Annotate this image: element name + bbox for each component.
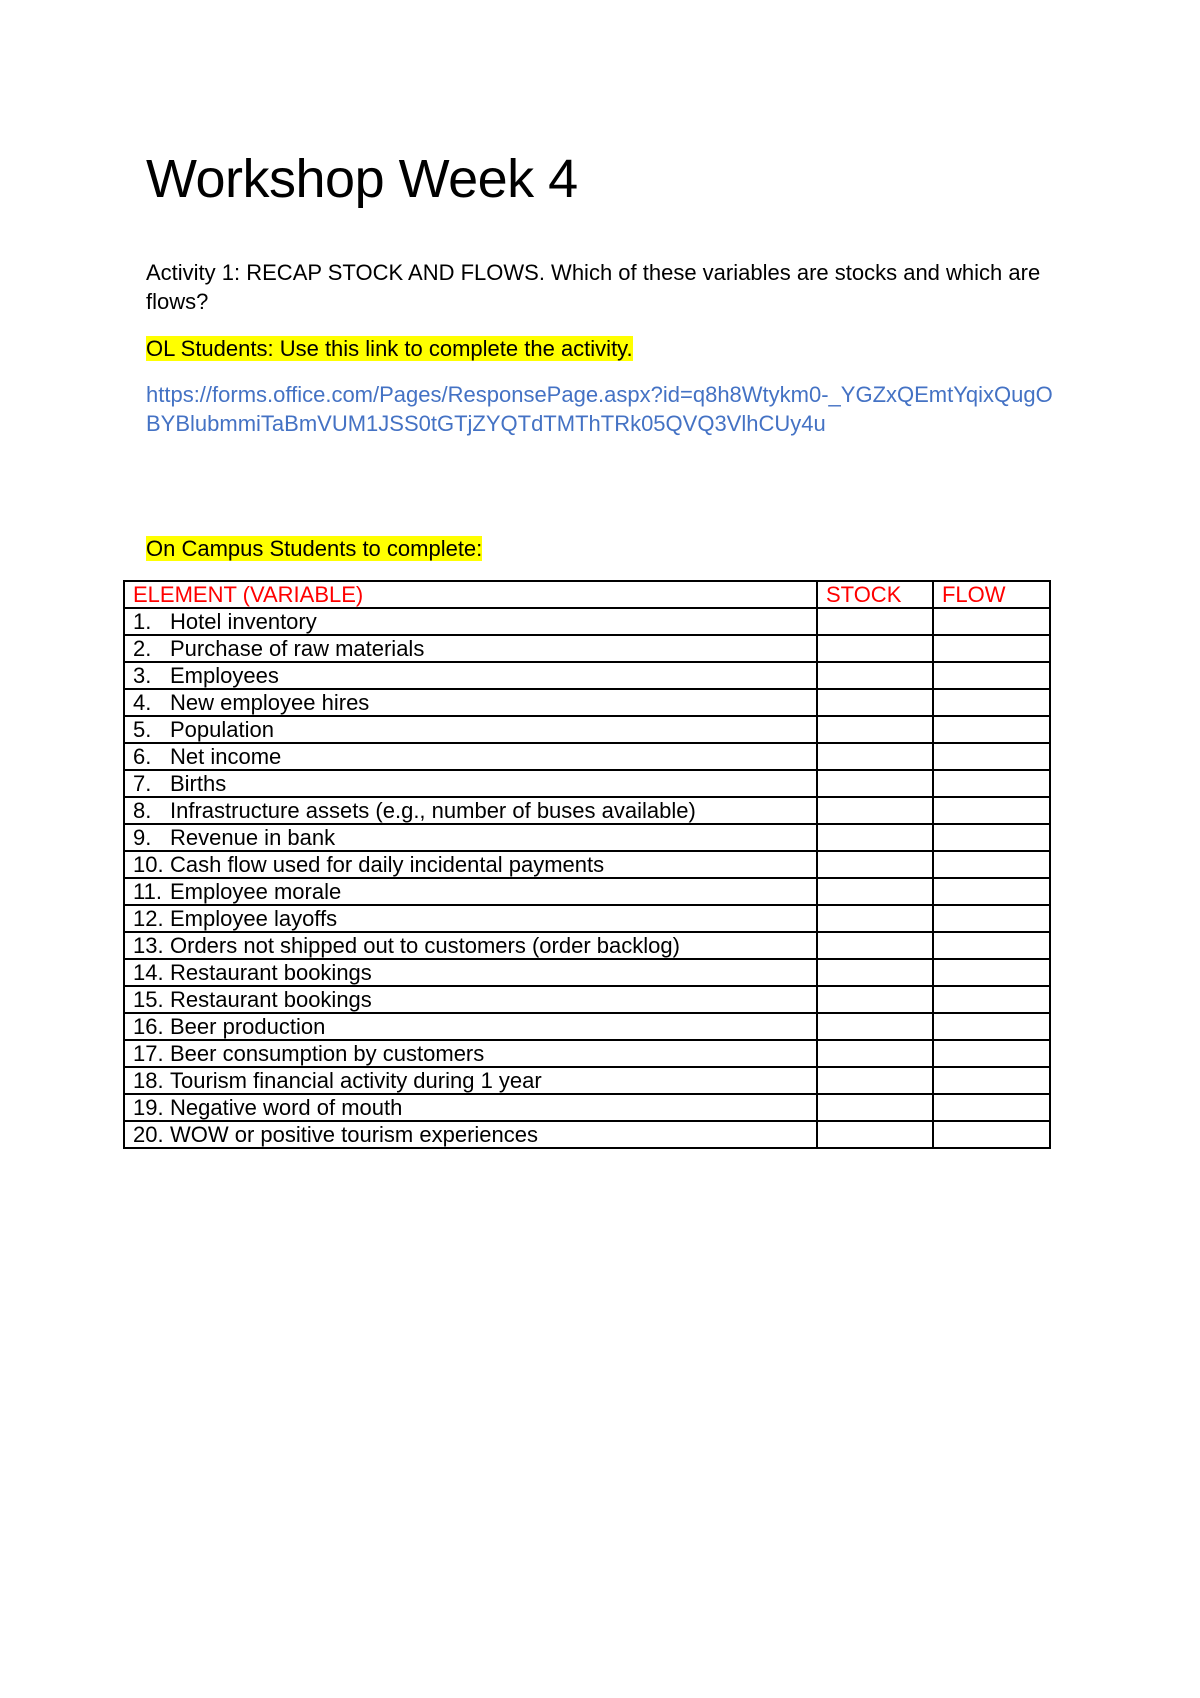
stock-cell[interactable] bbox=[817, 1094, 933, 1121]
stock-cell[interactable] bbox=[817, 986, 933, 1013]
table-row bbox=[124, 905, 1050, 932]
flow-cell[interactable] bbox=[933, 905, 1050, 932]
flow-cell[interactable] bbox=[933, 689, 1050, 716]
item-label: Hotel inventory bbox=[170, 608, 317, 634]
item-number: 6. bbox=[133, 743, 152, 769]
item-label: Population bbox=[170, 716, 274, 742]
stock-cell[interactable] bbox=[817, 662, 933, 689]
stock-cell[interactable] bbox=[817, 716, 933, 743]
item-number: 18. bbox=[133, 1067, 164, 1093]
element-cell bbox=[124, 1121, 817, 1148]
item-label: Tourism financial activity during 1 year bbox=[170, 1067, 542, 1093]
element-cell bbox=[124, 905, 817, 932]
flow-cell[interactable] bbox=[933, 1121, 1050, 1148]
flow-cell[interactable] bbox=[933, 797, 1050, 824]
table-row bbox=[124, 1094, 1050, 1121]
element-cell bbox=[124, 608, 817, 635]
stock-cell[interactable] bbox=[817, 689, 933, 716]
item-label: Beer consumption by customers bbox=[170, 1040, 485, 1066]
item-label: WOW or positive tourism experiences bbox=[170, 1121, 538, 1147]
item-label: Negative word of mouth bbox=[170, 1094, 403, 1120]
table-row bbox=[124, 689, 1050, 716]
ol-students-note bbox=[146, 335, 633, 363]
stock-cell[interactable] bbox=[817, 1121, 933, 1148]
flow-cell[interactable] bbox=[933, 932, 1050, 959]
table-row bbox=[124, 716, 1050, 743]
element-cell bbox=[124, 986, 817, 1013]
element-cell bbox=[124, 1094, 817, 1121]
item-number: 9. bbox=[133, 824, 152, 850]
element-cell bbox=[124, 878, 817, 905]
flow-cell[interactable] bbox=[933, 824, 1050, 851]
flow-cell[interactable] bbox=[933, 878, 1050, 905]
item-number: 1. bbox=[133, 608, 152, 634]
table-row bbox=[124, 1040, 1050, 1067]
element-cell bbox=[124, 824, 817, 851]
item-label: New employee hires bbox=[170, 689, 370, 715]
header-element: ELEMENT (VARIABLE) bbox=[124, 581, 817, 608]
stock-cell[interactable] bbox=[817, 635, 933, 662]
flow-cell[interactable] bbox=[933, 716, 1050, 743]
item-label: Births bbox=[170, 770, 227, 796]
element-cell bbox=[124, 716, 817, 743]
item-number: 14. bbox=[133, 959, 164, 985]
stock-cell[interactable] bbox=[817, 932, 933, 959]
item-number: 20. bbox=[133, 1121, 164, 1147]
item-number: 2. bbox=[133, 635, 152, 661]
stock-cell[interactable] bbox=[817, 1040, 933, 1067]
element-cell bbox=[124, 959, 817, 986]
item-number: 4. bbox=[133, 689, 152, 715]
table-header-row bbox=[124, 581, 1050, 608]
flow-cell[interactable] bbox=[933, 662, 1050, 689]
flow-cell[interactable] bbox=[933, 851, 1050, 878]
item-label: Infrastructure assets (e.g., number of buses available) bbox=[170, 797, 696, 823]
item-number: 10. bbox=[133, 851, 164, 877]
element-cell bbox=[124, 689, 817, 716]
table-row bbox=[124, 635, 1050, 662]
table-row bbox=[124, 824, 1050, 851]
table-row bbox=[124, 878, 1050, 905]
on-campus-note bbox=[146, 535, 482, 563]
flow-cell[interactable] bbox=[933, 608, 1050, 635]
element-cell bbox=[124, 851, 817, 878]
item-number: 7. bbox=[133, 770, 152, 796]
table-row bbox=[124, 1013, 1050, 1040]
item-number: 15. bbox=[133, 986, 164, 1012]
element-cell bbox=[124, 743, 817, 770]
item-number: 16. bbox=[133, 1013, 164, 1039]
table-row bbox=[124, 608, 1050, 635]
stock-cell[interactable] bbox=[817, 1013, 933, 1040]
response-form-link[interactable]: https://forms.office.com/Pages/ResponsePage.aspx?id=q8h8Wtykm0-_YGZxQEmtYqixQugOBYBlubmmiTaBmVUM1JSS0tGTjZYQTdTMThTRk05QVQ3VlhCUy4u bbox=[146, 382, 1053, 436]
item-number: 13. bbox=[133, 932, 164, 958]
flow-cell[interactable] bbox=[933, 1094, 1050, 1121]
item-label: Restaurant bookings bbox=[170, 959, 372, 985]
table-row bbox=[124, 932, 1050, 959]
item-label: Employees bbox=[170, 662, 279, 688]
on-campus-note-text: On Campus Students to complete: bbox=[146, 536, 483, 561]
header-stock: STOCK bbox=[817, 581, 933, 608]
table-body bbox=[124, 608, 1050, 1148]
stock-cell[interactable] bbox=[817, 770, 933, 797]
table-row bbox=[124, 662, 1050, 689]
element-cell bbox=[124, 932, 817, 959]
flow-cell[interactable] bbox=[933, 1013, 1050, 1040]
stock-cell[interactable] bbox=[817, 608, 933, 635]
table-row bbox=[124, 1067, 1050, 1094]
item-number: 3. bbox=[133, 662, 152, 688]
element-cell bbox=[124, 1013, 817, 1040]
item-number: 11. bbox=[133, 878, 162, 904]
item-label: Orders not shipped out to customers (order backlog) bbox=[170, 932, 680, 958]
flow-cell[interactable] bbox=[933, 635, 1050, 662]
flow-cell[interactable] bbox=[933, 1040, 1050, 1067]
stock-cell[interactable] bbox=[817, 797, 933, 824]
item-number: 5. bbox=[133, 716, 152, 742]
flow-cell[interactable] bbox=[933, 959, 1050, 986]
item-label: Net income bbox=[170, 743, 282, 769]
table-row bbox=[124, 986, 1050, 1013]
item-label: Employee morale bbox=[170, 878, 342, 904]
element-cell bbox=[124, 662, 817, 689]
item-label: Cash flow used for daily incidental payments bbox=[170, 851, 605, 877]
item-label: Purchase of raw materials bbox=[170, 635, 425, 661]
table-row bbox=[124, 1121, 1050, 1148]
item-number: 8. bbox=[133, 797, 152, 823]
stock-cell[interactable] bbox=[817, 743, 933, 770]
flow-cell[interactable] bbox=[933, 1067, 1050, 1094]
table-row bbox=[124, 797, 1050, 824]
element-cell bbox=[124, 1067, 817, 1094]
stock-cell[interactable] bbox=[817, 959, 933, 986]
item-number: 12. bbox=[133, 905, 164, 931]
table-row bbox=[124, 851, 1050, 878]
stock-cell[interactable] bbox=[817, 905, 933, 932]
element-cell bbox=[124, 1040, 817, 1067]
ol-students-note-text: OL Students: Use this link to complete the activity. bbox=[146, 336, 633, 361]
table-row bbox=[124, 959, 1050, 986]
element-cell bbox=[124, 635, 817, 662]
item-label: Restaurant bookings bbox=[170, 986, 372, 1012]
stock-cell[interactable] bbox=[817, 1067, 933, 1094]
item-number: 19. bbox=[133, 1094, 164, 1120]
activity-instructions: Activity 1: RECAP STOCK AND FLOWS. Which of these variables are stocks and which are flows? bbox=[146, 260, 1041, 314]
item-label: Revenue in bank bbox=[170, 824, 336, 850]
element-cell bbox=[124, 770, 817, 797]
item-number: 17. bbox=[133, 1040, 164, 1066]
stock-cell[interactable] bbox=[817, 851, 933, 878]
item-label: Beer production bbox=[170, 1013, 326, 1039]
table-row bbox=[124, 743, 1050, 770]
item-label: Employee layoffs bbox=[170, 905, 338, 931]
stock-cell[interactable] bbox=[817, 824, 933, 851]
page-title: Workshop Week 4 bbox=[146, 149, 578, 209]
table-row bbox=[124, 770, 1050, 797]
flow-cell[interactable] bbox=[933, 743, 1050, 770]
flow-cell[interactable] bbox=[933, 770, 1050, 797]
flow-cell[interactable] bbox=[933, 986, 1050, 1013]
stock-cell[interactable] bbox=[817, 878, 933, 905]
stock-flow-table bbox=[123, 580, 1051, 1149]
header-flow: FLOW bbox=[933, 581, 1050, 608]
element-cell bbox=[124, 797, 817, 824]
